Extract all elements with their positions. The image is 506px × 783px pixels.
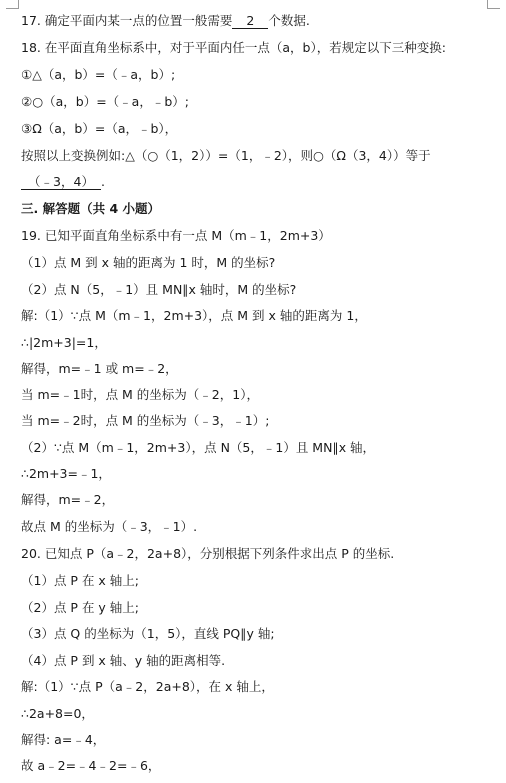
question-17 — [21, 12, 310, 30]
q19-part-1: （1）点 M 到 x 轴的距离为 1 时，M 的坐标? — [21, 255, 276, 270]
page-corner-mark — [6, 0, 19, 9]
solution-line: 故 a﹣2=﹣4﹣2=﹣6， — [21, 758, 161, 773]
text-segment: 个数据. — [268, 13, 310, 28]
solution-line: 当 m=﹣1时，点 M 的坐标为（﹣2，1）， — [21, 387, 259, 402]
solution-line: ∴2m+3=﹣1， — [21, 466, 111, 481]
rule-1: ①△（a，b）=（﹣a，b）; — [21, 67, 176, 82]
solution-line: 解得: a=﹣4， — [21, 732, 106, 747]
question-20: 20. 已知点 P（a﹣2，2a+8），分别根据下列条件求出点 P 的坐标. — [21, 546, 395, 561]
rule-3: ③Ω（a，b）=（a，﹣b）， — [21, 121, 178, 136]
answer-18-line — [21, 173, 105, 191]
text-segment: 17. 确定平面内某一点的位置一般需要 — [21, 13, 233, 28]
solution-line: 解:（1）∵点 P（a﹣2，2a+8），在 x 轴上， — [21, 679, 274, 694]
answer-blank: （﹣3，4） — [21, 174, 101, 190]
solution-line: ∴|2m+3|=1， — [21, 335, 107, 350]
rule-2: ②○（a，b）=（﹣a，﹣b）; — [21, 94, 189, 109]
q20-part-3: （3）点 Q 的坐标为（1，5），直线 PQ∥y 轴; — [21, 626, 275, 641]
answer-blank: 2 — [232, 13, 268, 29]
question-18: 18. 在平面直角坐标系中，对于平面内任一点（a，b），若规定以下三种变换: — [21, 40, 446, 55]
example-line: 按照以上变换例如:△（○（1，2））=（1，﹣2），则○（Ω（3，4））等于 — [21, 148, 431, 163]
solution-line: 故点 M 的坐标为（﹣3，﹣1）. — [21, 519, 198, 534]
solution-line: 解得，m=﹣1 或 m=﹣2， — [21, 361, 178, 376]
solution-line: ∴2a+8=0， — [21, 706, 94, 721]
page-corner-mark — [487, 0, 500, 9]
solution-line: 当 m=﹣2时，点 M 的坐标为（﹣3，﹣1）; — [21, 413, 270, 428]
q20-part-1: （1）点 P 在 x 轴上; — [21, 573, 139, 588]
section-heading: 三. 解答题（共 4 小题） — [21, 201, 161, 216]
solution-line: 解得，m=﹣2， — [21, 492, 115, 507]
q20-part-2: （2）点 P 在 y 轴上; — [21, 600, 139, 615]
text-segment: . — [101, 174, 105, 189]
question-19: 19. 已知平面直角坐标系中有一点 M（m﹣1，2m+3） — [21, 228, 331, 243]
solution-line: （2）∵点 M（m﹣1，2m+3），点 N（5，﹣1）且 MN∥x 轴， — [21, 440, 376, 455]
solution-line: 解:（1）∵点 M（m﹣1，2m+3），点 M 到 x 轴的距离为 1， — [21, 308, 367, 323]
q20-part-4: （4）点 P 到 x 轴、y 轴的距离相等. — [21, 653, 226, 668]
q19-part-2: （2）点 N（5，﹣1）且 MN∥x 轴时，M 的坐标? — [21, 282, 297, 297]
